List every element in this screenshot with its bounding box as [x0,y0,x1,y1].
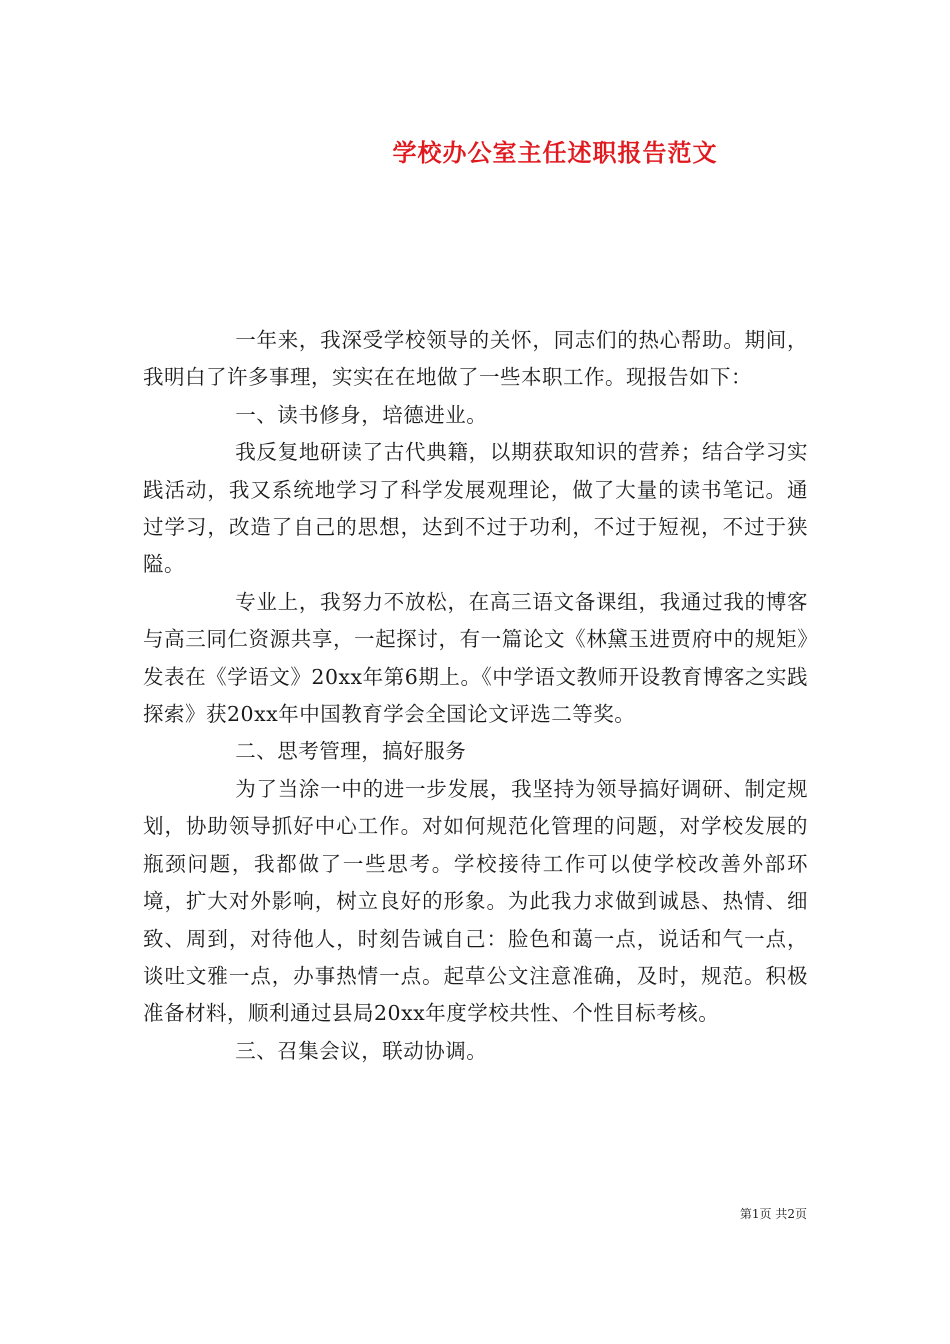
paragraph-management: 为了当涂一中的进一步发展，我坚持为领导搞好调研、制定规划，协助领导抓好中心工作。对如何规范化管理的问题，对学校发展的瓶颈问题，我都做了一些思考。学校接待工作可以使学校改善外部环境，扩大对外影响，树立良好的形象。为此我力求做到诚恳、热情、细致、周到，对待他人，时刻告诫自己：脸色和蔼一点，说话和气一点，谈吐文雅一点，办事热情一点。起草公文注意准确，及时，规范。积极准备材料，顺利通过县局20xx年度学校共性、个性目标考核。 [143,776,808,1026]
page-number-footer: 第1页 共2页 [739,1207,807,1221]
section-heading-2: 二、思考管理，搞好服务 [235,739,467,764]
document-title: 学校办公室主任述职报告范文 [392,138,718,167]
section-heading-3: 三、召集会议，联动协调。 [235,1038,488,1063]
paragraph-professional: 专业上，我努力不放松，在高三语文备课组，我通过我的博客与高三同仁资源共享，一起探讨，有一篇论文《林黛玉进贾府中的规矩》发表在《学语文》20xx年第6期上。《中学语文教师开设教育博客之实践探索》获20xx年中国教育学会全国论文评选二等奖。 [143,589,808,727]
document-body [143,322,808,1070]
section-heading-1: 一、读书修身，培德进业。 [235,402,488,427]
paragraph-intro: 一年来，我深受学校领导的关怀，同志们的热心帮助。期间，我明白了许多事理，实实在在地做了一些本职工作。现报告如下： [143,328,808,390]
paragraph-reading: 我反复地研读了古代典籍，以期获取知识的营养；结合学习实践活动，我又系统地学习了科学发展观理论，做了大量的读书笔记。通过学习，改造了自己的思想，达到不过于功利，不过于短视，不过于狭隘。 [143,440,808,577]
